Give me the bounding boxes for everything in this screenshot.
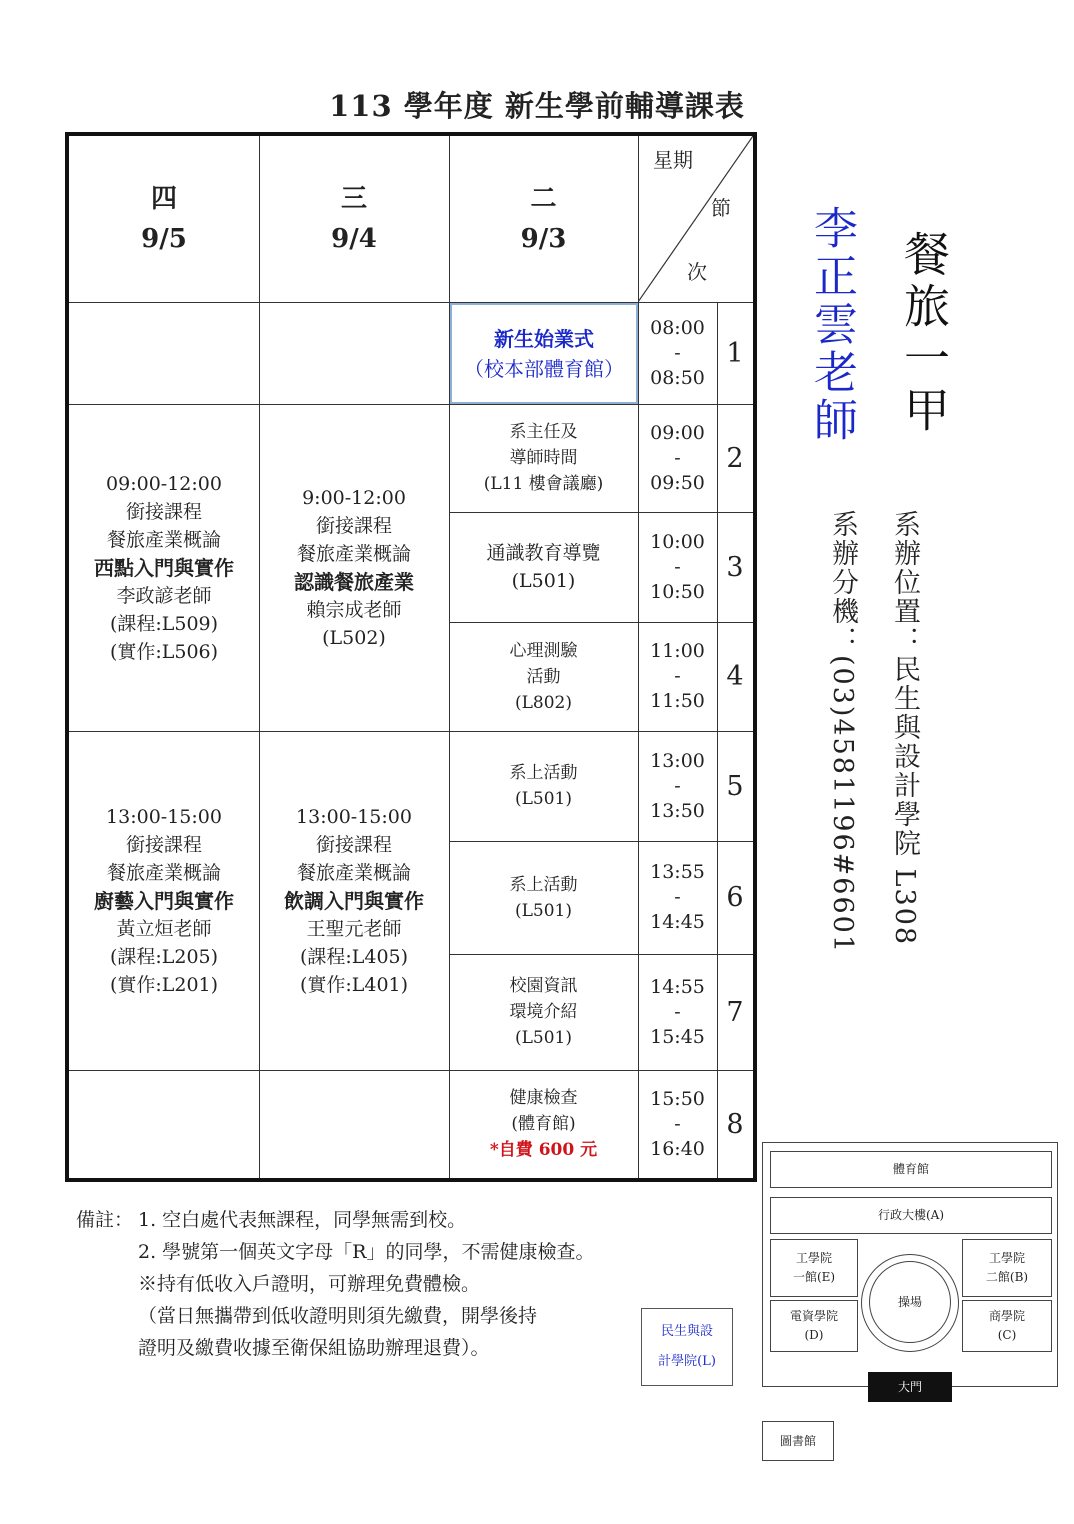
period-number: 2 [726, 442, 744, 474]
teacher-name: 李正雲老師 [806, 205, 857, 445]
tuesday-period-4: 心理測驗 活動 (L802) [509, 640, 578, 713]
schedule-table [65, 132, 757, 1182]
period-number: 7 [726, 996, 744, 1028]
note-line: ※持有低收入戶證明，可辦理免費體檢。 [138, 1273, 481, 1295]
tuesday-period-5: 系上活動 (L501) [509, 763, 578, 809]
notes-label: 備註： [76, 1209, 134, 1231]
map-engineering-2: 工學院 二館(B) [962, 1239, 1052, 1297]
day-name: 三 [340, 184, 367, 214]
day-date: 9/5 [141, 224, 187, 254]
map-field: 操場 [869, 1261, 951, 1343]
period-number: 4 [726, 661, 744, 692]
period-time: 08:00 - 08:50 [650, 316, 705, 389]
corner-section-label: 節 [711, 196, 731, 220]
period-number: 6 [726, 882, 744, 913]
day-name: 四 [150, 184, 177, 214]
tuesday-period-8: 健康檢查 (體育館) *自費 600 元 [449, 1070, 638, 1178]
day-header-wednesday [259, 136, 449, 302]
map-business-college: 商學院 (C) [962, 1300, 1052, 1352]
office-location: 系辦位置：民生與設計學院 L308 [889, 510, 920, 947]
thursday-afternoon-course: 13:00-15:00 銜接課程 餐旅產業概論 廚藝入門與實作 黃立烜老師 (課程:L205) (實作:L201) [94, 805, 234, 996]
period-number: 8 [726, 1108, 744, 1140]
note-line: 1. 空白處代表無課程，同學無需到校。 [138, 1209, 467, 1231]
period-number: 1 [726, 337, 744, 369]
period-time: 11:00 - 11:50 [650, 640, 705, 712]
day-date: 9/3 [520, 224, 567, 254]
period-time: 10:00 - 10:50 [650, 530, 705, 603]
map-gym: 體育館 [770, 1151, 1052, 1188]
day-name: 二 [530, 184, 557, 214]
map-design-college: 民生與設 計學院(L) [641, 1308, 733, 1386]
tuesday-period-2: 系主任及 導師時間 (L11 樓會議廳) [483, 422, 604, 494]
page-title: 113 學年度 新生學前輔導課表 [329, 89, 745, 123]
wednesday-morning-course: 9:00-12:00 銜接課程 餐旅產業概論 認識餐旅產業 賴宗成老師 (L502) [294, 486, 414, 649]
day-header-thursday [69, 136, 259, 302]
thursday-morning-course: 09:00-12:00 銜接課程 餐旅產業概論 西點入門與實作 李政諺老師 (課程:L509) (實作:L506) [94, 472, 234, 663]
corner-week-label: 星期 [653, 148, 693, 172]
map-engineering-1: 工學院 一館(E) [770, 1239, 858, 1297]
wednesday-afternoon-course: 13:00-15:00 銜接課程 餐旅產業概論 飲調入門與實作 王聖元老師 (課程:L405) (實作:L401) [284, 805, 424, 996]
period-time: 14:55 - 15:45 [650, 975, 705, 1048]
period-number: 3 [726, 551, 744, 583]
day-header-tuesday [449, 136, 638, 302]
period-number: 5 [726, 770, 744, 802]
period-time: 13:55 - 14:45 [650, 861, 705, 933]
map-eecs-college: 電資學院 (D) [770, 1300, 858, 1352]
period-time: 13:00 - 13:50 [650, 749, 705, 822]
tuesday-period-6: 系上活動 (L501) [509, 874, 578, 921]
map-library: 圖書館 [762, 1421, 834, 1461]
map-admin-building: 行政大樓(A) [770, 1197, 1052, 1234]
fee-note: *自費 600 元 [489, 1140, 598, 1160]
note-line: 證明及繳費收據至衛保組協助辦理退費）。 [138, 1337, 490, 1359]
office-extension: 系辦分機：(03)4581196#6601 [827, 510, 858, 955]
period-time: 15:50 - 16:40 [650, 1087, 705, 1160]
period-time: 09:00 - 09:50 [650, 421, 705, 494]
class-name: 餐旅一甲 [897, 230, 951, 438]
campus-map [762, 1142, 1058, 1394]
map-main-gate: 大門 [868, 1372, 952, 1402]
tuesday-period-3: 通識教育導覽 (L501) [486, 542, 601, 592]
day-date: 9/4 [331, 224, 377, 254]
corner-order-label: 次 [687, 260, 707, 284]
tuesday-period-7: 校園資訊 環境介紹 (L501) [509, 976, 578, 1048]
tuesday-opening-ceremony: 新生始業式 （校本部體育館） [450, 303, 638, 404]
note-line: （當日無攜帶到低收證明則須先繳費，開學後持 [138, 1305, 538, 1327]
note-line: 2. 學號第一個英文字母「R」的同學，不需健康檢查。 [138, 1241, 595, 1263]
